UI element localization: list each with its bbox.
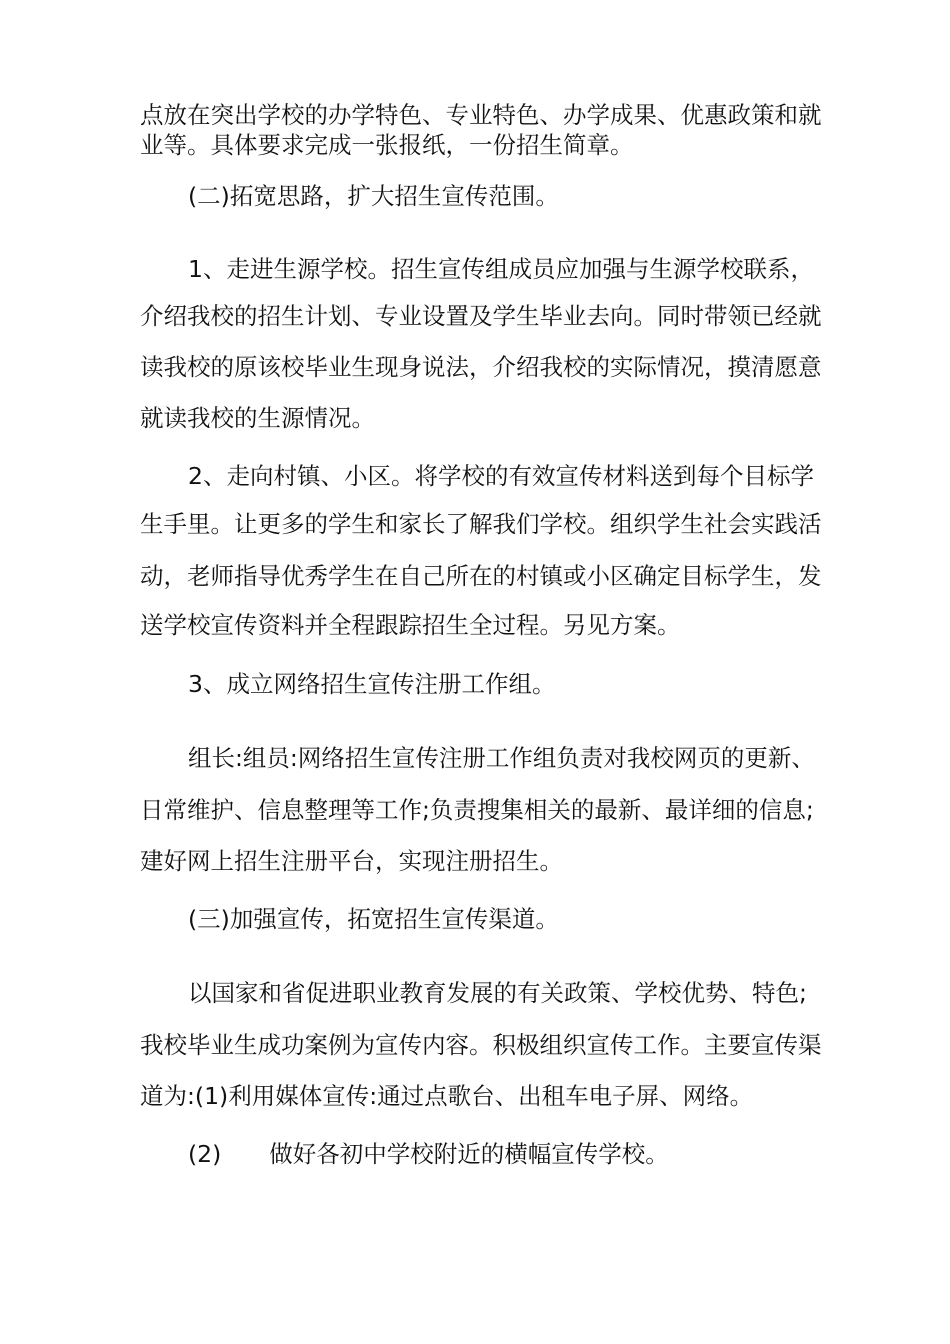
section-heading: (二)拓宽思路，扩大招生宣传范围。 [188, 182, 559, 210]
paragraph-line: 组长:组员:网络招生宣传注册工作组负责对我校网页的更新、 [188, 744, 815, 772]
paragraph-line: 建好网上招生注册平台，实现注册招生。 [140, 847, 563, 875]
list-item-text: 做好各初中学校附近的横幅宣传学校。 [269, 1140, 669, 1168]
list-item-number: (2) [188, 1140, 222, 1168]
paragraph-line: 2、走向村镇、小区。将学校的有效宣传材料送到每个目标学 [188, 462, 814, 490]
paragraph-line: 介绍我校的招生计划、专业设置及学生毕业去向。同时带领已经就 [140, 302, 822, 330]
section-heading: 3、成立网络招生宣传注册工作组。 [188, 670, 556, 698]
paragraph-line: 1、走进生源学校。招生宣传组成员应加强与生源学校联系， [188, 255, 814, 283]
section-heading: (三)加强宣传，拓宽招生宣传渠道。 [188, 905, 559, 933]
paragraph-line: 以国家和省促进职业教育发展的有关政策、学校优势、特色; [188, 979, 807, 1007]
paragraph-line: 道为:(1)利用媒体宣传:通过点歌台、出租车电子屏、网络。 [140, 1082, 754, 1110]
paragraph-line: 生手里。让更多的学生和家长了解我们学校。组织学生社会实践活 [140, 510, 822, 538]
paragraph-line: 我校毕业生成功案例为宣传内容。积极组织宣传工作。主要宣传渠 [140, 1031, 822, 1059]
paragraph-line: 动，老师指导优秀学生在自己所在的村镇或小区确定目标学生，发 [140, 562, 822, 590]
paragraph-line: 读我校的原该校毕业生现身说法，介绍我校的实际情况，摸清愿意 [140, 353, 822, 381]
paragraph-line: 点放在突出学校的办学特色、专业特色、办学成果、优惠政策和就 [140, 101, 822, 129]
paragraph-line: 就读我校的生源情况。 [140, 404, 375, 432]
paragraph-line: 送学校宣传资料并全程跟踪招生全过程。另见方案。 [140, 611, 681, 639]
paragraph-line: 日常维护、信息整理等工作;负责搜集相关的最新、最详细的信息; [140, 796, 814, 824]
list-item [188, 1139, 669, 1169]
paragraph-line: 业等。具体要求完成一张报纸，一份招生简章。 [140, 131, 634, 159]
